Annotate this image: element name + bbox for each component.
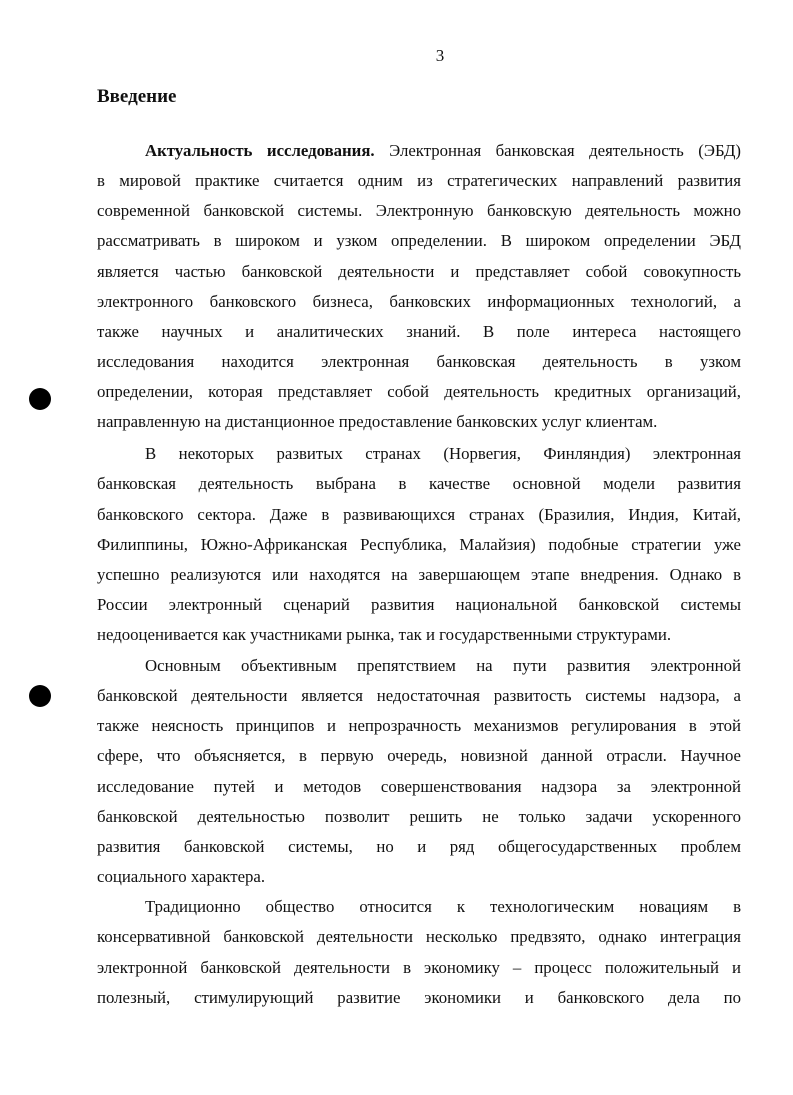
paragraph-line: успешно реализуются или находятся на завершающем этапе внедрения. Однако в [97,565,741,584]
paragraph-line: электронной банковской деятельности в экономику – процесс положительный и [97,958,741,977]
paragraph-line: определении, которая представляет собой деятельность кредитных организаций, [97,382,741,401]
paragraph-line: Традиционно общество относится к технологическим новациям в [145,897,741,916]
page-number: 3 [435,46,445,65]
paragraph-line: банковской деятельностью позволит решить не только задачи ускоренного [97,807,741,826]
paragraph-line: рассматривать в широком и узком определении. В широком определении ЭБД [97,231,741,250]
paragraph-line: сфере, что объясняется, в первую очередь, новизной данной отрасли. Научное [97,746,741,765]
paragraph-line: является частью банковской деятельности и представляет собой совокупность [97,262,741,281]
paragraph-line: полезный, стимулирующий развитие экономики и банковского дела по [97,988,741,1007]
paragraph-line: недооценивается как участниками рынка, так и государственными структурами. [97,625,672,644]
paragraph-line: банковского сектора. Даже в развивающихся странах (Бразилия, Индия, Китай, [97,505,741,524]
paragraph-line: консервативной банковской деятельности несколько предвзято, однако интеграция [97,927,741,946]
paragraph-line: Актуальность исследования. Электронная банковская деятельность (ЭБД) [145,141,741,160]
paragraph-line: также неясность принципов и непрозрачность механизмов регулирования в этой [97,716,741,735]
paragraph-line: банковской деятельности является недостаточная развитость системы надзора, а [97,686,741,705]
paragraph-line: современной банковской системы. Электронную банковскую деятельность можно [97,201,741,220]
paragraph-line: Филиппины, Южно-Африканская Республика, Малайзия) подобные стратегии уже [97,535,741,554]
paragraph-line: в мировой практике считается одним из стратегических направлений развития [97,171,741,190]
punch-hole-top [29,388,51,410]
paragraph-line: развития банковской системы, но и ряд общегосударственных проблем [97,837,741,856]
paragraph-line: электронного банковского бизнеса, банковских информационных технологий, а [97,292,741,311]
paragraph-line: Основным объективным препятствием на пути развития электронной [145,656,741,675]
paragraph-line: исследования находится электронная банковская деятельность в узком [97,352,741,371]
paragraph-line: В некоторых развитых странах (Норвегия, Финляндия) электронная [145,444,741,463]
paragraph-line: исследование путей и методов совершенствования надзора за электронной [97,777,741,796]
paragraph-line: банковская деятельность выбрана в качестве основной модели развития [97,474,741,493]
paragraph-line: также научных и аналитических знаний. В поле интереса настоящего [97,322,741,341]
paragraph-line: направленную на дистанционное предоставление банковских услуг клиентам. [97,412,658,431]
punch-hole-bottom [29,685,51,707]
paragraph-line: социального характера. [97,867,266,886]
paragraph-line: России электронный сценарий развития национальной банковской системы [97,595,741,614]
section-heading: Введение [97,86,177,107]
lead-bold-text: Актуальность исследования. [145,141,375,160]
